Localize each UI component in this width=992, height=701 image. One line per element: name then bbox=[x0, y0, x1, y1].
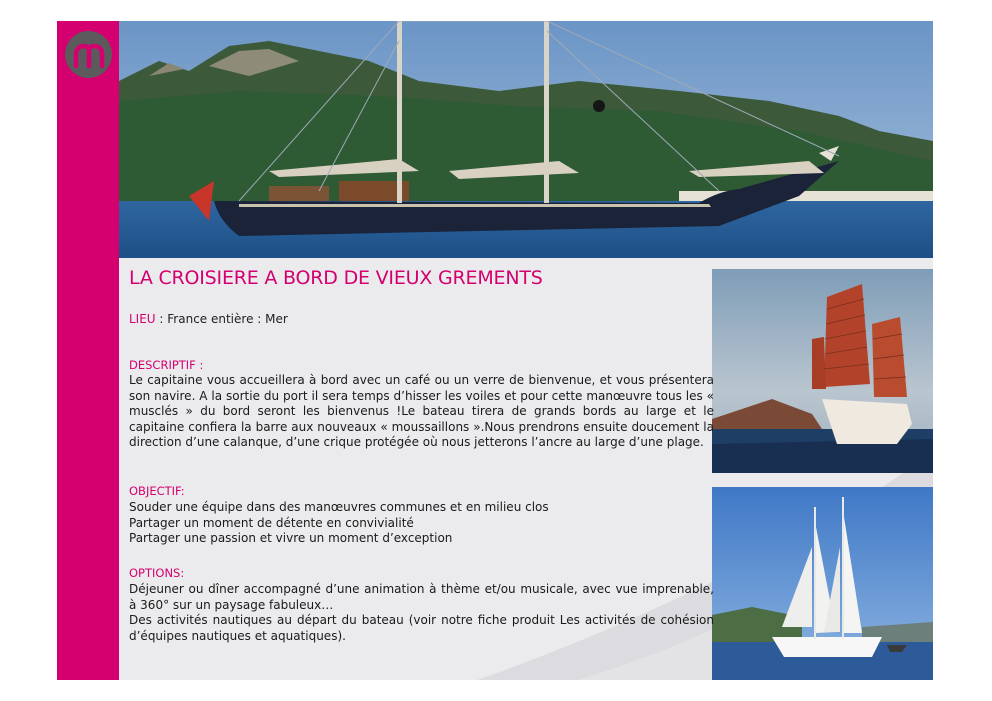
options-label: OPTIONS: bbox=[129, 566, 185, 580]
location-separator: : bbox=[155, 312, 168, 326]
descriptif-label: DESCRIPTIF : bbox=[129, 358, 204, 372]
junk-boat-red-sails-photo bbox=[712, 269, 933, 473]
page-title: LA CROISIERE A BORD DE VIEUX GREMENTS bbox=[129, 267, 543, 289]
objectif-label: OBJECTIF: bbox=[129, 484, 185, 498]
location-value: France entière : Mer bbox=[167, 312, 288, 326]
objectif-item: Souder une équipe dans des manœuvres communes et en milieu clos bbox=[129, 500, 549, 514]
logo-glyph-icon bbox=[72, 42, 106, 68]
options-text-2: Des activités nautiques au départ du bateau (voir notre fiche produit Les activités de cohésion d’équipes nautiques et aquatiques). bbox=[129, 613, 714, 643]
m-letter-logo bbox=[65, 31, 112, 78]
options-text-1: Déjeuner ou dîner accompagné d’une animation à thème et/ou musicale, avec vue imprenable, à 360° sur un paysage fabuleux… bbox=[129, 582, 714, 612]
white-sailing-schooner-photo bbox=[712, 487, 933, 680]
schooner-at-sea-photo bbox=[119, 21, 933, 258]
descriptif-text: Le capitaine vous accueillera à bord avec un café ou un verre de bienvenue, et vous présentera son navire. A la sortie du port il sera temps d’hisser les voiles et pour cette manœuvre tous les « musclés » du bord seront les bienvenus !Le bateau tirera de grands bords au large et le capitaine confiera la barre aux nouveaux « moussaillons ».Nous prendrons ensuite doucement la direction d’une calanque, d’une crique protégée où nous jetterons l’ancre au large d’une plage. bbox=[129, 373, 714, 450]
location-label: LIEU bbox=[129, 312, 156, 326]
objectif-list bbox=[129, 500, 714, 547]
location-line bbox=[129, 312, 288, 326]
objectif-item: Partager une passion et vivre un moment d’exception bbox=[129, 531, 453, 546]
objectif-item: Partager un moment de détente en convivialité bbox=[129, 515, 414, 530]
accent-sidebar bbox=[57, 21, 119, 680]
slide bbox=[57, 21, 933, 680]
